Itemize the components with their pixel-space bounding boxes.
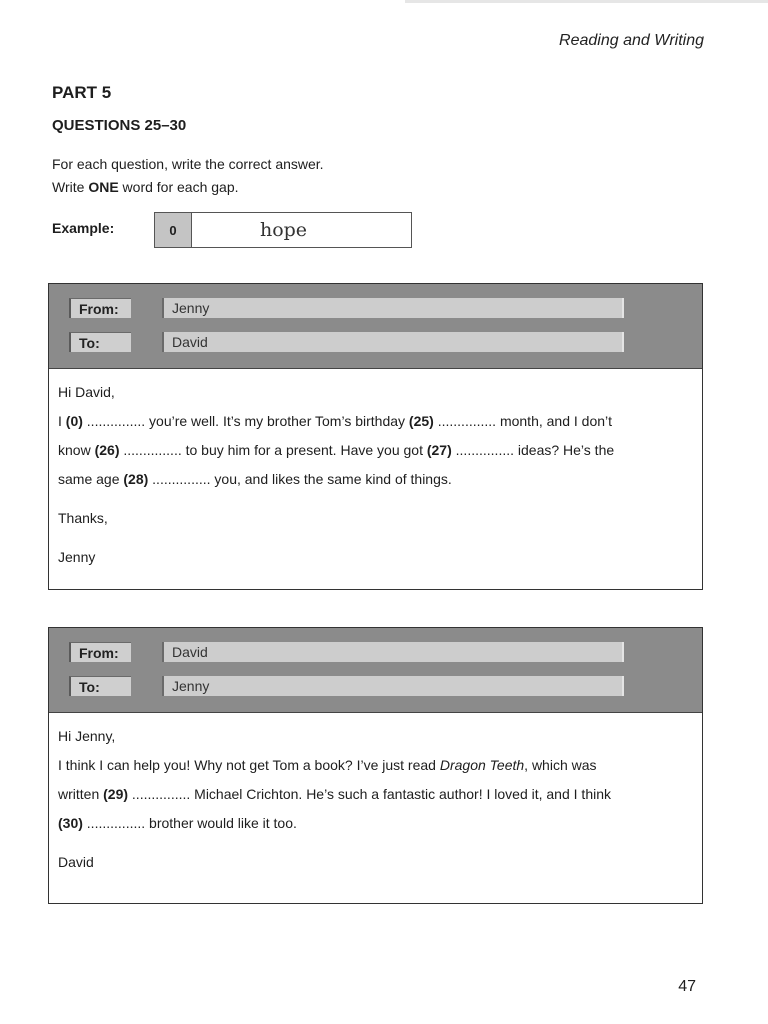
text: ............... ideas? He’s the — [451, 442, 615, 458]
example-box — [154, 212, 412, 248]
text: written — [58, 786, 104, 802]
body-line — [58, 465, 694, 494]
text: ............... to buy him for a present. Have you got — [119, 442, 427, 458]
gap-number-0: (0) — [65, 413, 83, 429]
closing: Thanks, — [58, 510, 108, 526]
gap-number-27: (27) — [426, 442, 452, 458]
text: ............... you, and likes the same kind of things. — [148, 471, 452, 487]
greeting: Hi Jenny, — [58, 728, 116, 744]
text: know — [58, 442, 95, 458]
email-body — [49, 369, 702, 589]
gap-number-29: (29) — [103, 786, 129, 802]
page-number: 47 — [678, 978, 696, 995]
instruction-line-2 — [52, 176, 324, 199]
body-line — [58, 780, 694, 809]
text: ............... you’re well. It’s my brother Tom’s birthday — [82, 413, 409, 429]
from-label: From: — [69, 642, 131, 662]
to-field: David — [162, 332, 624, 352]
body-line — [58, 436, 694, 465]
running-head: Reading and Writing — [559, 32, 704, 49]
to-label: To: — [69, 332, 131, 352]
text: I think I can help you! Why not get Tom a book? I’ve just read — [58, 757, 440, 773]
text: ............... month, and I don’t — [433, 413, 613, 429]
instruction-emphasis: ONE — [88, 179, 119, 195]
text: same age — [58, 471, 124, 487]
text: ............... brother would like it too. — [82, 815, 297, 831]
top-rule — [405, 0, 768, 3]
email-david-to-jenny — [48, 627, 703, 904]
text: , which was — [524, 757, 597, 773]
questions-title: QUESTIONS 25–30 — [52, 117, 187, 134]
email-jenny-to-david — [48, 283, 703, 590]
gap-number-25: (25) — [408, 413, 434, 429]
part-title: PART 5 — [52, 83, 112, 102]
gap-number-28: (28) — [123, 471, 149, 487]
example-answer: hope — [259, 219, 308, 241]
instruction-text: word for each gap. — [118, 179, 239, 195]
email-header — [49, 284, 702, 369]
instruction-line-1: For each question, write the correct answer. — [52, 156, 324, 172]
text: ............... Michael Crichton. He’s such a fantastic author! I loved it, and I think — [128, 786, 611, 802]
email-header — [49, 628, 702, 713]
signature: Jenny — [58, 549, 96, 565]
to-field: Jenny — [162, 676, 624, 696]
to-label: To: — [69, 676, 131, 696]
body-line — [58, 751, 694, 780]
gap-number-26: (26) — [94, 442, 120, 458]
greeting: Hi David, — [58, 384, 115, 400]
instruction-text: Write — [52, 179, 89, 195]
from-field: Jenny — [162, 298, 624, 318]
signature: David — [58, 854, 94, 870]
email-body — [49, 713, 702, 903]
from-label: From: — [69, 298, 131, 318]
gap-number-30: (30) — [58, 815, 83, 831]
body-line — [58, 407, 694, 436]
book-title: Dragon Teeth — [439, 757, 525, 773]
example-label: Example: — [52, 220, 115, 236]
body-line — [58, 809, 694, 838]
example-number: 0 — [155, 213, 192, 247]
instructions — [52, 153, 324, 199]
text: I — [58, 413, 66, 429]
from-field: David — [162, 642, 624, 662]
